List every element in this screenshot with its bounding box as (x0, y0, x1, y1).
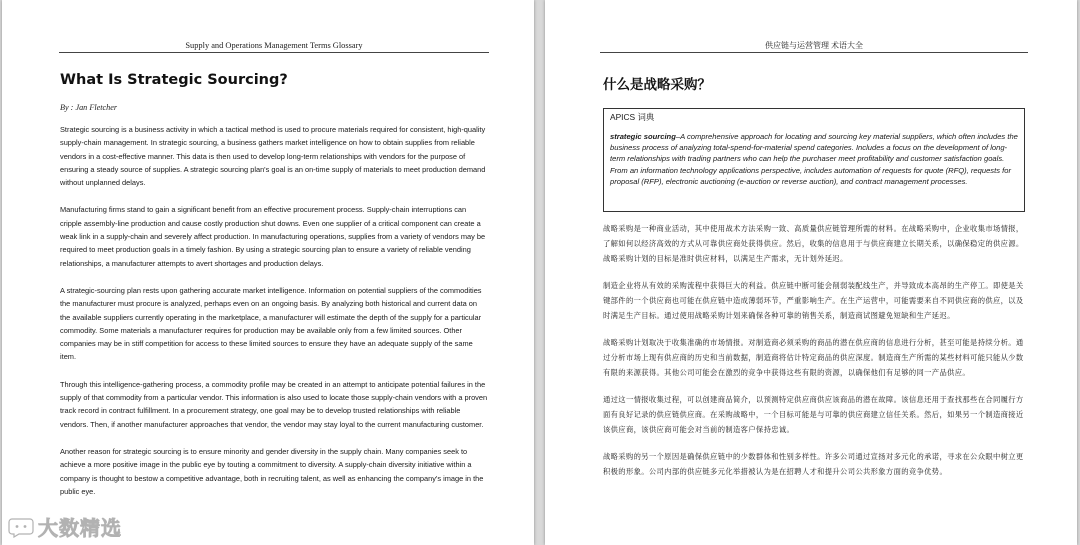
apics-definition (610, 131, 1018, 187)
english-page (2, 0, 534, 545)
watermark-logo (8, 512, 122, 541)
header-divider (600, 52, 1028, 53)
paragraph: Manufacturing firms stand to gain a significant benefit from an effective procurement process. Supply-chain interruptions can cripple assembly-line production and cause costly production shut downs. Even one supplier of a critical component can create a weak link in a supply-chain and severely affect production. In manufacturing operations, supplies from a variety of vendors may be required to meet production goals in a timely fashion. By using a strategic sourcing plan to ensure a variety of reliable vending relationships, a manufacturer attempts to avert shortages and production delays. (60, 205, 486, 268)
paragraph: 战略采购的另一个原因是确保供应链中的少数群体和性别多样性。许多公司通过宣扬对多元化的承诺，寻求在公众眼中树立更积极的形象。公司内部的供应链多元化举措被认为是在招聘人才和提升公司公共形象方面的竞争优势。 (603, 452, 1024, 476)
watermark-text: 大数精选 (38, 516, 122, 540)
paragraph: Strategic sourcing is a business activity in which a tactical method is used to procure materials required for consistent, high-quality supply-chain management. In strategic sourcing, a business gathers market intelligence on how to obtain supplies from reliable vendors in a cost-effective manner. This data is then used to develop long-term relationships with vendors for the purpose of ensuring a steady source of supplies. A strategic sourcing plan's goal is an on-time supply of materials to meet production demand without unplanned delays. (60, 125, 486, 188)
chat-bubble-icon (8, 516, 34, 538)
apics-box-title: APICS 词典 (610, 112, 655, 122)
article-body (603, 221, 1027, 491)
page-title: 什么是战略采购？ (603, 77, 711, 93)
article-body (60, 123, 488, 512)
chinese-page (545, 0, 1077, 545)
paragraph: 制造企业将从有效的采购流程中获得巨大的利益。供应链中断可能会削弱装配线生产，并导致成本高昂的生产停工。即使是关键部件的一个供应商也可能在供应链中造成薄弱环节，严重影响生产。在生产运营中，可能需要来自不同供应商的供应，以及时满足生产目标。通过使用战略采购计划来确保各种可靠的销售关系，制造商试图避免短缺和生产延迟。 (603, 281, 1024, 320)
paragraph: 通过这一情报收集过程，可以创建商品简介，以预测特定供应商供应该商品的潜在故障。该信息还用于查找那些在合同履行方面有良好记录的供应链供应商。在采购战略中，一个目标可能是与可靠的供应商建立信任关系。然后，如果另一个制造商接近该供应商，该供应商可能会对当前的制造客户保持忠诚。 (603, 395, 1024, 434)
definition-term: strategic sourcing (610, 132, 676, 141)
paragraph: Another reason for strategic sourcing is to ensure minority and gender diversity in the supply chain. Many companies seek to achieve a more positive image in the public eye by touting a commitment to diversity. A supply-chain diversity initiative within a company is thought to bestow a competitive advantage, both in recruiting talent, as well as enhancing the company's image in the public eye. (60, 446, 484, 496)
apics-definition-box (603, 108, 1025, 212)
paragraph: A strategic-sourcing plan rests upon gathering accurate market intelligence. Information on potential suppliers of the commodities the manufacturer must procure is analyzed, perhaps even on an ongoing basis. By analyzing both historical and current data on the available suppliers currently operating in the marketplace, a manufacturer will estimate the depth of the supply for a particular commodity. Some materials a manufacturer requires for production may be available only from a few limited sources. Other companies may be in stiff competition for access to these limited sources to ensure they have an adequate supply of the same item. (60, 285, 482, 362)
paragraph: Through this intelligence-gathering process, a commodity profile may be created in an attempt to anticipate potential failures in the supply of that commodity from a particular vendor. This information is also used to locate those supply-chain vendors with a proven track record in contract fulfillment. In a procurement strategy, one goal may be to develop trusted relationships with reliable vendors. Then, if another manufacturer approaches that vendor, the vendor may stay loyal to the current manufacturing customer. (60, 379, 488, 429)
definition-text: –A comprehensive approach for locating and sourcing key material suppliers, which often includes the business process of analyzing total-spend-for-material spend categories. Includes a focus on the development of long-term relationships with trading partners who can help the purchaser meet profitability and customer satisfaction goals. From an information technology applications perspective, includes automation of requests for quote (RFQ), requests for proposal (RFP), electronic auctioning (e-auction or reverse auction), and contract management processes. (610, 132, 1018, 186)
running-header: Supply and Operations Management Terms Glossary (185, 41, 363, 50)
running-header: 供应链与运营管理 术语大全 (765, 41, 863, 50)
header-divider (59, 52, 489, 53)
paragraph: 战略采购是一种商业活动，其中使用战术方法采购一致、高质量供应链管理所需的材料。在战略采购中，企业收集市场情报，了解如何以经济高效的方式从可靠供应商处获得供应。然后，收集的信息用于与供应商建立长期关系，以确保稳定的供应源。战略采购计划的目标是准时供应材料，以满足生产需求，无计划外延迟。 (603, 224, 1024, 263)
page-title: What Is Strategic Sourcing? (60, 72, 288, 88)
paragraph: 战略采购计划取决于收集准确的市场情报。对制造商必须采购的商品的潜在供应商的信息进行分析，甚至可能是持续分析。通过分析市场上现有供应商的历史和当前数据，制造商将估计特定商品的供应深度。制造商生产所需的某些材料可能只能从少数有限的来源获得。其他公司可能会在激烈的竞争中获得这些有限的资源，以确保他们有足够的同一产品供应。 (603, 338, 1024, 377)
author-byline: By : Jan Fletcher (60, 103, 118, 112)
